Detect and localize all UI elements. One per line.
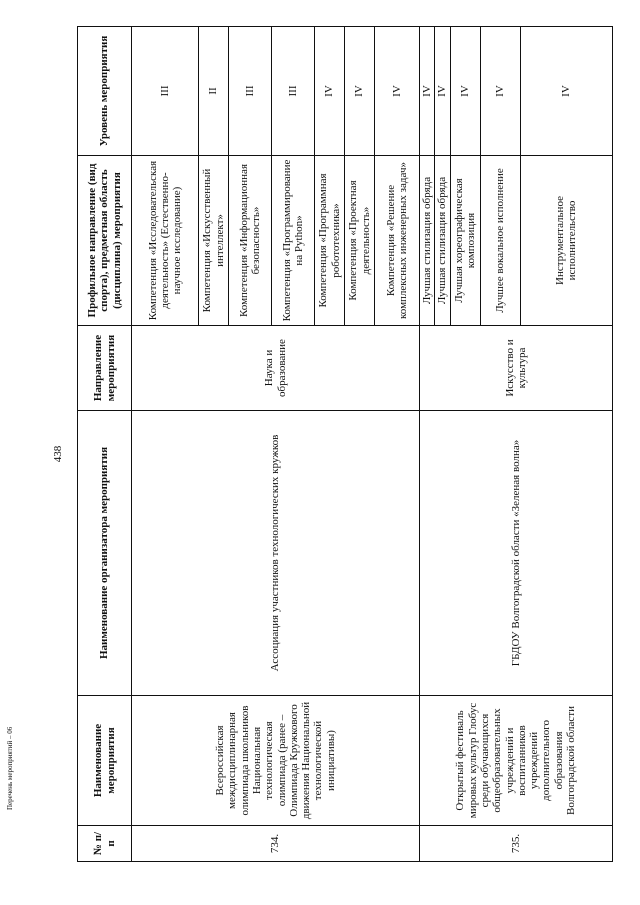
- level-cell: IV: [450, 27, 480, 156]
- event-organizer: Ассоциация участников технологических кружков: [132, 411, 420, 696]
- level-cell: III: [229, 27, 272, 156]
- profile-cell: Компетенция «Решение комплексных инженерных задач»: [375, 156, 420, 326]
- level-cell: III: [132, 27, 199, 156]
- header-direction: Направление мероприятия: [78, 326, 132, 411]
- level-cell: IV: [480, 27, 520, 156]
- page-footer: Перечень мероприятий – 06: [6, 726, 14, 810]
- profile-cell: Лучшая стилизация обряда: [420, 156, 435, 326]
- profile-cell: Компетенция «Исследовательская деятельность» (Естественно-научное исследование): [132, 156, 199, 326]
- profile-cell: Компетенция «Информационная безопасность»: [229, 156, 272, 326]
- profile-cell: Компетенция «Искусственный интеллект»: [199, 156, 229, 326]
- level-cell: IV: [420, 27, 435, 156]
- event-number: 734.: [132, 826, 420, 862]
- level-cell: IV: [520, 27, 612, 156]
- table-row: [132, 27, 199, 862]
- level-cell: III: [272, 27, 315, 156]
- level-cell: II: [199, 27, 229, 156]
- events-table-frame: [77, 27, 607, 862]
- profile-cell: Лучшая стилизация обряда: [435, 156, 450, 326]
- header-event-name: Наименование мероприятия: [78, 696, 132, 826]
- event-name: Всероссийская междисциплинарная олимпиада школьников Национальная технологическая олимпиада (ранее – Олимпиада Кружкового движения Национальной технологической инициативы): [132, 696, 420, 826]
- table-header-row: [78, 27, 132, 862]
- profile-cell: Лучшее вокальное исполнение: [480, 156, 520, 326]
- level-cell: IV: [375, 27, 420, 156]
- event-direction: Искусство и культура: [420, 326, 613, 411]
- header-profile: Профильное направление (вид спорта), предметная область (дисциплина) мероприятия: [78, 156, 132, 326]
- event-name: Открытый фестиваль мировых культур Глобус среди обучающихся общеобразовательных учреждений и воспитанников учреждений дополнительного образования Волгоградской области: [420, 696, 613, 826]
- page-number: 438: [52, 445, 64, 463]
- event-organizer: ГБДОУ Волгоградской области «Зеленая волна»: [420, 411, 613, 696]
- profile-cell: Компетенция «Программная робототехника»: [315, 156, 345, 326]
- profile-cell: Компетенция «Программирование на Python»: [272, 156, 315, 326]
- profile-cell: Компетенция «Проектная деятельность»: [345, 156, 375, 326]
- event-direction: Наука и образование: [132, 326, 420, 411]
- level-cell: IV: [315, 27, 345, 156]
- level-cell: IV: [435, 27, 450, 156]
- header-organizer: Наименование организатора мероприятия: [78, 411, 132, 696]
- table-row: [420, 27, 435, 862]
- events-table: [77, 26, 613, 862]
- profile-cell: Инструментальное исполнительство: [520, 156, 612, 326]
- event-number: 735.: [420, 826, 613, 862]
- header-level: Уровень мероприятия: [78, 27, 132, 156]
- level-cell: IV: [345, 27, 375, 156]
- profile-cell: Лучшая хореографическая композиция: [450, 156, 480, 326]
- header-number: № п/п: [78, 826, 132, 862]
